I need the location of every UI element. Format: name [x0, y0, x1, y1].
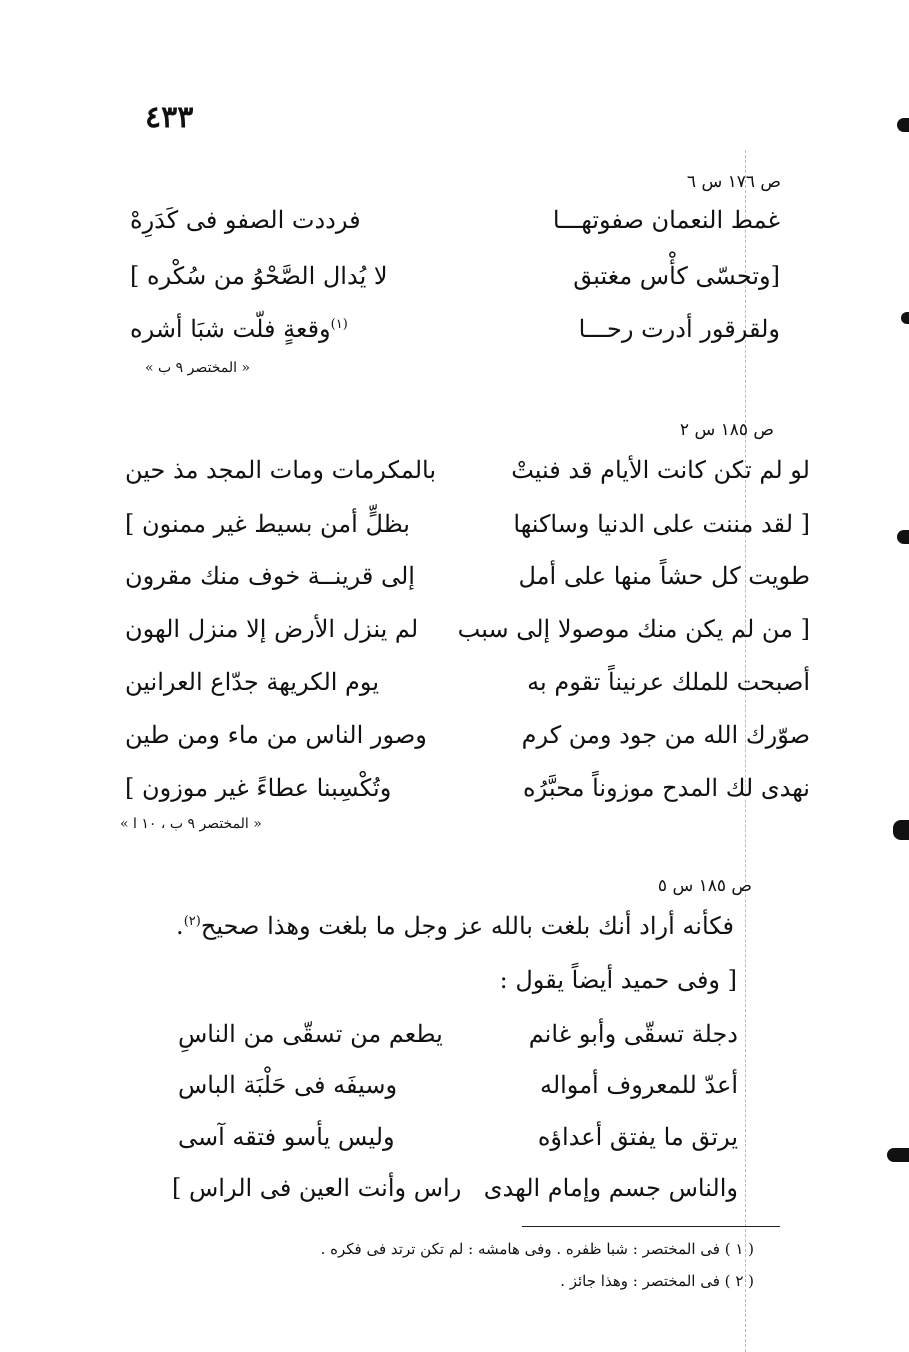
prose-line: فكأنه أراد أنك بلغت بالله عز وجل ما بلغت وهذا صحيح$^{(٢)}$.: [176, 912, 734, 940]
verse-second-hemistich: إلى قرينــة خوف منك مقرون: [125, 562, 415, 590]
verse-line: [130, 315, 780, 355]
edge-mark: [901, 312, 909, 324]
footnote-marker: (١): [330, 317, 348, 332]
verse-line: [125, 562, 810, 602]
edge-mark: [887, 1148, 909, 1162]
footnote-marker: (٢): [183, 914, 201, 929]
verse-second-hemistich: وصور الناس من ماء ومن طين: [125, 721, 427, 749]
verse-first-hemistich: أعدّ للمعروف أمواله: [539, 1071, 738, 1099]
prose-text: فكأنه أراد أنك بلغت بالله عز وجل ما بلغت وهذا صحيح: [200, 912, 734, 940]
verse-first-hemistich: غمط النعمان صفوتهـــا: [552, 206, 780, 234]
verse-first-hemistich: ولقرقور أدرت رحـــا: [578, 315, 780, 343]
hemistich-text: وقعةٍ فلّت شبَا أشره: [130, 315, 331, 343]
edge-mark: [897, 530, 909, 544]
verse-line: [130, 206, 780, 246]
source-citation: « المختصر ٩ ب »: [145, 360, 251, 376]
verse-line: [125, 456, 810, 496]
verse-first-hemistich: [ لقد مننت على الدنيا وساكنها: [513, 510, 810, 538]
verse-second-hemistich: يطعم من تسقّى من الناسِ: [178, 1020, 443, 1048]
footnote: ( ١ ) فى المختصر : شبا ظفره . وفى هامشه : لم تكن ترتد فى فكره .: [320, 1240, 754, 1258]
footnote-separator: [522, 1226, 780, 1227]
verse-second-hemistich: وتُكْسِبنا عطاءً غير موزون ]: [125, 774, 392, 802]
verse-line: [178, 1123, 738, 1163]
verse-first-hemistich: والناس جسم وإمام الهدى: [483, 1174, 738, 1202]
verse-second-hemistich: فرددت الصفو فى كَدَرِهْ: [130, 206, 361, 234]
verse-line: [130, 262, 780, 302]
prose-line: [ وفى حميد أيضاً يقول :: [499, 966, 737, 994]
verse-first-hemistich: نهدى لك المدح موزوناً محبَّرُه: [523, 774, 810, 802]
section-reference: ص ١٨٥ س ٥: [657, 876, 752, 896]
verse-second-hemistich: لم ينزل الأرض إلا منزل الهون: [125, 615, 419, 643]
verse-second-hemistich: راس وأنت العين فى الراس ]: [172, 1174, 462, 1202]
verse-first-hemistich: أصبحت للملك عرنيناً تقوم به: [527, 668, 810, 696]
verse-first-hemistich: صوّرك الله من جود ومن كرم: [521, 721, 810, 749]
verse-first-hemistich: [ من لم يكن منك موصولا إلى سبب: [457, 615, 810, 643]
verse-line: [172, 1174, 738, 1214]
verse-line: [178, 1071, 738, 1111]
verse-second-hemistich: بظلٍّ أمن بسيط غير ممنون ]: [125, 510, 410, 538]
footnote: ( ٢ ) فى المختصر : وهذا جائز .: [560, 1272, 754, 1290]
section-reference: ص ١٧٦ س ٦: [686, 172, 781, 192]
verse-first-hemistich: لو لم تكن كانت الأيام قد فنيتْ: [511, 456, 810, 484]
verse-second-hemistich: لا يُدال الصَّحْوُ من سُكْره ]: [130, 262, 388, 290]
source-citation: « المختصر ٩ ب ، ١٠ ا »: [120, 816, 262, 832]
edge-mark: [893, 820, 909, 840]
verse-second-hemistich: بالمكرمات ومات المجد مذ حين: [125, 456, 437, 484]
verse-line: [125, 668, 810, 708]
edge-mark: [897, 118, 909, 132]
verse-first-hemistich: دجلة تسقّى وأبو غانم: [528, 1020, 738, 1048]
verse-first-hemistich: يرتق ما يفتق أعداؤه: [537, 1123, 738, 1151]
verse-line: [125, 774, 810, 814]
verse-line: [125, 615, 810, 655]
verse-second-hemistich: وليس يأسو فتقه آسى: [178, 1123, 395, 1151]
verse-line: [125, 721, 810, 761]
verse-line: [178, 1020, 738, 1060]
page-number: ٤٣٣: [145, 100, 194, 135]
verse-first-hemistich: طويت كل حشاً منها على أمل: [518, 562, 810, 590]
verse-second-hemistich: وسيفَه فى حَلْبَة الباس: [178, 1071, 398, 1099]
verse-second-hemistich: [130, 315, 348, 343]
verse-second-hemistich: يوم الكريهة جدّاع العرانين: [125, 668, 379, 696]
verse-line: [125, 510, 810, 550]
section-reference: ص ١٨٥ س ٢: [679, 420, 774, 440]
verse-first-hemistich: [وتحسّى كأْس مغتبق: [573, 262, 780, 290]
